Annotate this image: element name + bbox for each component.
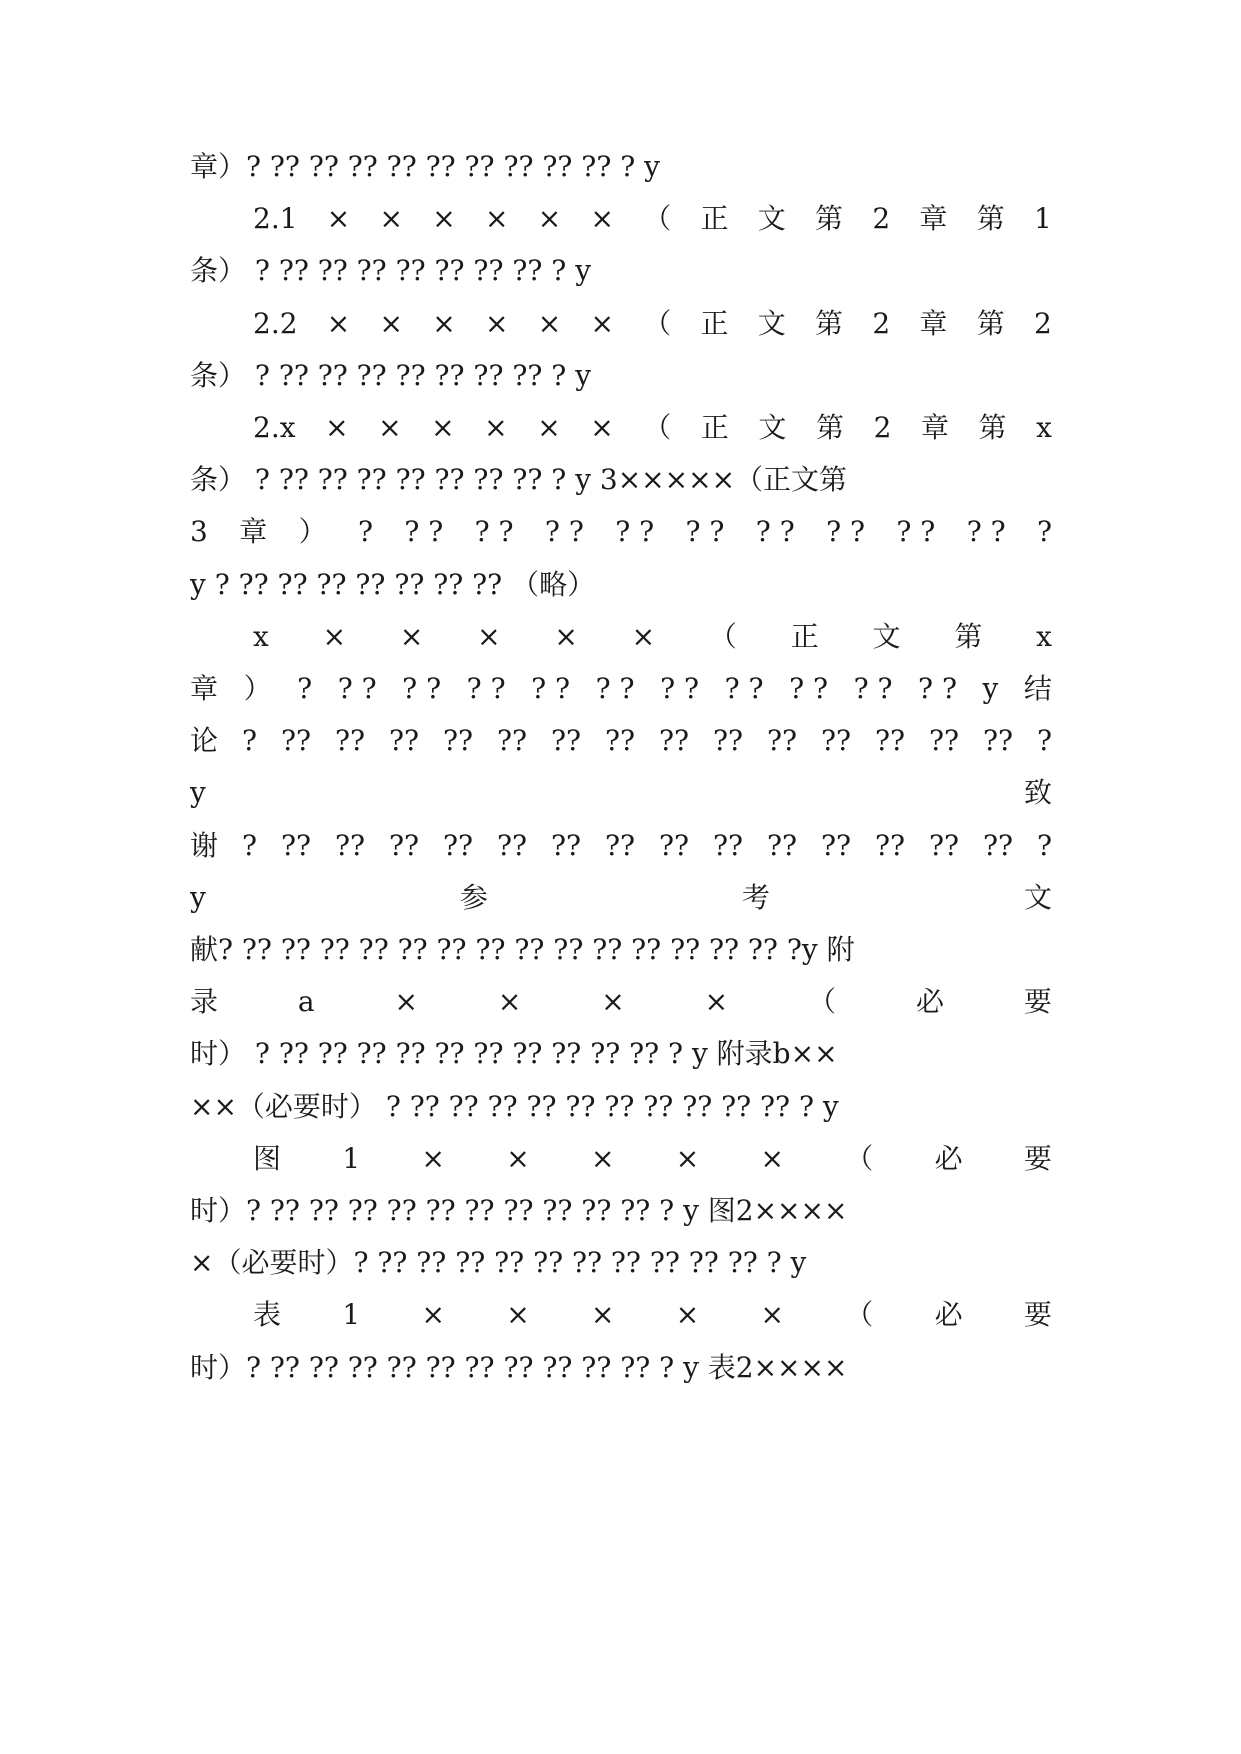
text-token: 文 bbox=[757, 202, 786, 236]
text-token: ? bbox=[241, 828, 257, 862]
text-token: 第 bbox=[978, 411, 1007, 444]
text-line bbox=[190, 608, 1052, 666]
text-token: 文 bbox=[758, 411, 787, 444]
text-token: ?? bbox=[874, 828, 905, 862]
text-token: ?? bbox=[496, 828, 527, 862]
text-token: ? ? bbox=[896, 515, 936, 549]
text-line: ××（必要时） ? ?? ?? ?? ?? ?? ?? ?? ?? ?? ?? ? y bbox=[190, 1089, 839, 1123]
text-token: ? ? bbox=[789, 672, 829, 705]
text-token: 章 bbox=[920, 411, 949, 444]
text-token: 2 bbox=[872, 202, 891, 236]
text-token: 3 bbox=[190, 515, 208, 549]
text-token: ?? bbox=[766, 828, 797, 862]
text-token: 正 bbox=[790, 619, 819, 653]
text-token: × bbox=[432, 202, 456, 236]
text-token: 2 bbox=[872, 306, 891, 340]
text-token: 要 bbox=[1023, 985, 1052, 1019]
text-token: 致 bbox=[1023, 776, 1052, 810]
text-token: × bbox=[590, 1298, 615, 1332]
text-token: ? ? bbox=[660, 672, 700, 705]
text-token: × bbox=[675, 1141, 700, 1175]
text-token: × bbox=[394, 985, 418, 1019]
text-token: （ bbox=[845, 1298, 874, 1332]
text-token: × bbox=[484, 411, 508, 444]
text-token: ? ? bbox=[544, 515, 584, 549]
text-token: ?? bbox=[604, 724, 635, 758]
text-token: 第 bbox=[976, 202, 1005, 236]
text-line bbox=[190, 190, 1052, 248]
text-token: ? ? bbox=[755, 515, 795, 549]
text-token: × bbox=[485, 306, 509, 340]
text-token: × bbox=[322, 619, 347, 653]
text-line: 时） ? ?? ?? ?? ?? ?? ?? ?? ?? ?? ?? ? y 附录b×× bbox=[190, 1037, 838, 1071]
text-token: ? ? bbox=[474, 515, 514, 549]
text-token: 章 bbox=[919, 306, 948, 340]
text-token: 章 bbox=[190, 672, 219, 705]
text-token: × bbox=[326, 306, 351, 340]
text-token: 文 bbox=[757, 306, 786, 340]
text-token: ? ? bbox=[402, 672, 442, 705]
text-line: 条） ? ?? ?? ?? ?? ?? ?? ?? ? y bbox=[190, 358, 592, 392]
text-token: × bbox=[485, 202, 509, 236]
text-token: ? bbox=[1036, 828, 1052, 862]
text-line: 时）? ?? ?? ?? ?? ?? ?? ?? ?? ?? ?? ? y 图2×××× bbox=[190, 1194, 848, 1227]
text-token: × bbox=[506, 1141, 530, 1175]
text-token: ? bbox=[241, 724, 257, 758]
text-token: × bbox=[326, 202, 351, 236]
text-token: 2.x bbox=[253, 411, 296, 444]
text-token: ? ? bbox=[595, 672, 635, 705]
text-token: 文 bbox=[872, 619, 901, 653]
text-token: ? ? bbox=[685, 515, 725, 549]
text-token: 1 bbox=[1033, 202, 1052, 236]
text-token: ?? bbox=[928, 724, 959, 758]
text-token: × bbox=[760, 1298, 784, 1332]
text-token: 章 bbox=[239, 515, 268, 549]
text-token: ?? bbox=[874, 724, 905, 758]
text-token: ? ? bbox=[404, 515, 444, 549]
text-line: 献? ?? ?? ?? ?? ?? ?? ?? ?? ?? ?? ?? ?? ?? ?? ?y 附 bbox=[190, 933, 855, 966]
text-token: x bbox=[1036, 411, 1052, 444]
text-token: ? ? bbox=[853, 672, 893, 705]
text-token: 必 bbox=[915, 985, 944, 1019]
text-line bbox=[190, 712, 1052, 770]
text-token: ? ? bbox=[466, 672, 506, 705]
text-token: × bbox=[537, 202, 562, 236]
text-token: × bbox=[379, 202, 403, 236]
text-token: × bbox=[325, 411, 349, 444]
text-token: a bbox=[297, 985, 315, 1019]
text-token: 录 bbox=[190, 985, 219, 1019]
text-token: 第 bbox=[976, 306, 1005, 340]
text-token: 图 bbox=[253, 1141, 282, 1175]
text-line bbox=[190, 295, 1052, 353]
text-token: 必 bbox=[934, 1141, 963, 1175]
text-token: 参 bbox=[459, 880, 488, 914]
text-token: ?? bbox=[280, 828, 311, 862]
text-token: （ bbox=[643, 306, 672, 340]
text-token: 谢 bbox=[190, 828, 219, 862]
text-token: ?? bbox=[820, 724, 851, 758]
text-token: 结 bbox=[1023, 672, 1052, 705]
text-token: ?? bbox=[712, 724, 743, 758]
text-token: ?? bbox=[658, 828, 689, 862]
text-token: × bbox=[760, 1141, 784, 1175]
text-token: × bbox=[554, 619, 578, 653]
text-token: ?? bbox=[604, 828, 635, 862]
text-token: ?? bbox=[496, 724, 527, 758]
text-token: ?? bbox=[442, 828, 473, 862]
text-token: ? ? bbox=[826, 515, 866, 549]
text-token: 论 bbox=[190, 724, 219, 758]
text-line bbox=[190, 764, 1052, 822]
text-token: ? bbox=[297, 672, 313, 705]
text-token: 第 bbox=[816, 411, 845, 444]
text-token: × bbox=[675, 1298, 700, 1332]
text-token: 表 bbox=[253, 1298, 282, 1332]
text-token: ?? bbox=[388, 828, 419, 862]
text-token: 正 bbox=[700, 202, 729, 236]
text-token: 第 bbox=[815, 202, 844, 236]
text-line bbox=[190, 399, 1052, 457]
text-token: × bbox=[431, 411, 455, 444]
text-token: × bbox=[704, 985, 729, 1019]
text-token: × bbox=[601, 985, 625, 1019]
text-token: ?? bbox=[820, 828, 851, 862]
text-line: ×（必要时）? ?? ?? ?? ?? ?? ?? ?? ?? ?? ?? ? y bbox=[190, 1246, 807, 1280]
text-token: 1 bbox=[342, 1298, 361, 1332]
text-token: ? bbox=[1036, 515, 1052, 549]
text-token: × bbox=[590, 202, 614, 236]
text-token: ? bbox=[1036, 724, 1052, 758]
text-token: （ bbox=[845, 1141, 874, 1175]
text-token: ?? bbox=[280, 724, 311, 758]
text-line bbox=[190, 660, 1052, 718]
text-token: × bbox=[421, 1141, 445, 1175]
text-token: 第 bbox=[954, 619, 983, 653]
text-token: （ bbox=[643, 411, 672, 444]
text-token: × bbox=[590, 411, 614, 444]
text-token: × bbox=[590, 306, 614, 340]
text-token: ?? bbox=[712, 828, 743, 862]
text-token: 要 bbox=[1023, 1298, 1052, 1332]
text-token: ?? bbox=[442, 724, 473, 758]
text-token: × bbox=[399, 619, 424, 653]
text-token: x bbox=[253, 619, 269, 653]
text-line bbox=[190, 869, 1052, 927]
text-token: ?? bbox=[982, 828, 1013, 862]
text-line: 章）? ?? ?? ?? ?? ?? ?? ?? ?? ?? ? y bbox=[190, 150, 660, 183]
text-token: 第 bbox=[815, 306, 844, 340]
text-token: 章 bbox=[919, 202, 948, 236]
text-token: ? ? bbox=[966, 515, 1006, 549]
text-line bbox=[190, 503, 1052, 561]
text-token: y bbox=[190, 776, 206, 810]
text-token: 文 bbox=[1023, 880, 1052, 914]
text-token: ?? bbox=[928, 828, 959, 862]
text-token: × bbox=[379, 306, 403, 340]
text-token: 要 bbox=[1023, 1141, 1052, 1175]
text-line: 时）? ?? ?? ?? ?? ?? ?? ?? ?? ?? ?? ? y 表2×××× bbox=[190, 1350, 848, 1384]
text-line bbox=[190, 973, 1052, 1031]
text-token: ? ? bbox=[724, 672, 764, 705]
text-token: 必 bbox=[934, 1298, 963, 1332]
text-token: （ bbox=[643, 202, 672, 236]
text-token: y bbox=[190, 880, 206, 914]
text-line bbox=[190, 1286, 1052, 1344]
text-token: ?? bbox=[982, 724, 1013, 758]
text-token: × bbox=[497, 985, 522, 1019]
text-token: 1 bbox=[342, 1141, 361, 1175]
text-token: ） bbox=[298, 515, 327, 549]
text-token: ） bbox=[243, 672, 272, 705]
text-line bbox=[190, 1130, 1052, 1188]
text-token: ? bbox=[357, 515, 373, 549]
text-token: × bbox=[378, 411, 402, 444]
text-token: ?? bbox=[334, 828, 365, 862]
text-token: 2 bbox=[873, 411, 892, 444]
text-token: 2.1 bbox=[253, 202, 298, 236]
text-token: × bbox=[590, 1141, 615, 1175]
text-line: 条） ? ?? ?? ?? ?? ?? ?? ?? ? y 3×××××（正文第 bbox=[190, 463, 848, 497]
text-token: × bbox=[537, 306, 562, 340]
text-token: ? ? bbox=[918, 672, 957, 705]
text-token: ?? bbox=[550, 828, 581, 862]
text-token: 正 bbox=[700, 411, 729, 444]
text-token: 考 bbox=[741, 880, 770, 914]
text-token: × bbox=[477, 619, 501, 653]
text-token: ? ? bbox=[337, 672, 377, 705]
text-token: ?? bbox=[388, 724, 419, 758]
text-token: × bbox=[421, 1298, 445, 1332]
text-token: × bbox=[432, 306, 456, 340]
text-token: 2 bbox=[1033, 306, 1052, 340]
text-token: ? ? bbox=[615, 515, 655, 549]
text-token: 正 bbox=[700, 306, 729, 340]
text-token: y bbox=[982, 672, 999, 705]
text-line: 条） ? ?? ?? ?? ?? ?? ?? ?? ? y bbox=[190, 254, 592, 288]
text-token: × bbox=[537, 411, 561, 444]
text-line bbox=[190, 817, 1052, 875]
text-token: x bbox=[1036, 619, 1052, 653]
text-token: ?? bbox=[658, 724, 689, 758]
text-token: （ bbox=[708, 619, 737, 653]
text-token: （ bbox=[808, 985, 837, 1019]
text-token: × bbox=[631, 619, 656, 653]
text-token: ? ? bbox=[531, 672, 571, 705]
text-token: × bbox=[506, 1298, 530, 1332]
text-token: ?? bbox=[766, 724, 797, 758]
text-token: ?? bbox=[550, 724, 581, 758]
text-token: ?? bbox=[334, 724, 365, 758]
text-token: 2.2 bbox=[253, 306, 298, 340]
text-line: y ? ?? ?? ?? ?? ?? ?? ?? （略） bbox=[190, 567, 596, 601]
